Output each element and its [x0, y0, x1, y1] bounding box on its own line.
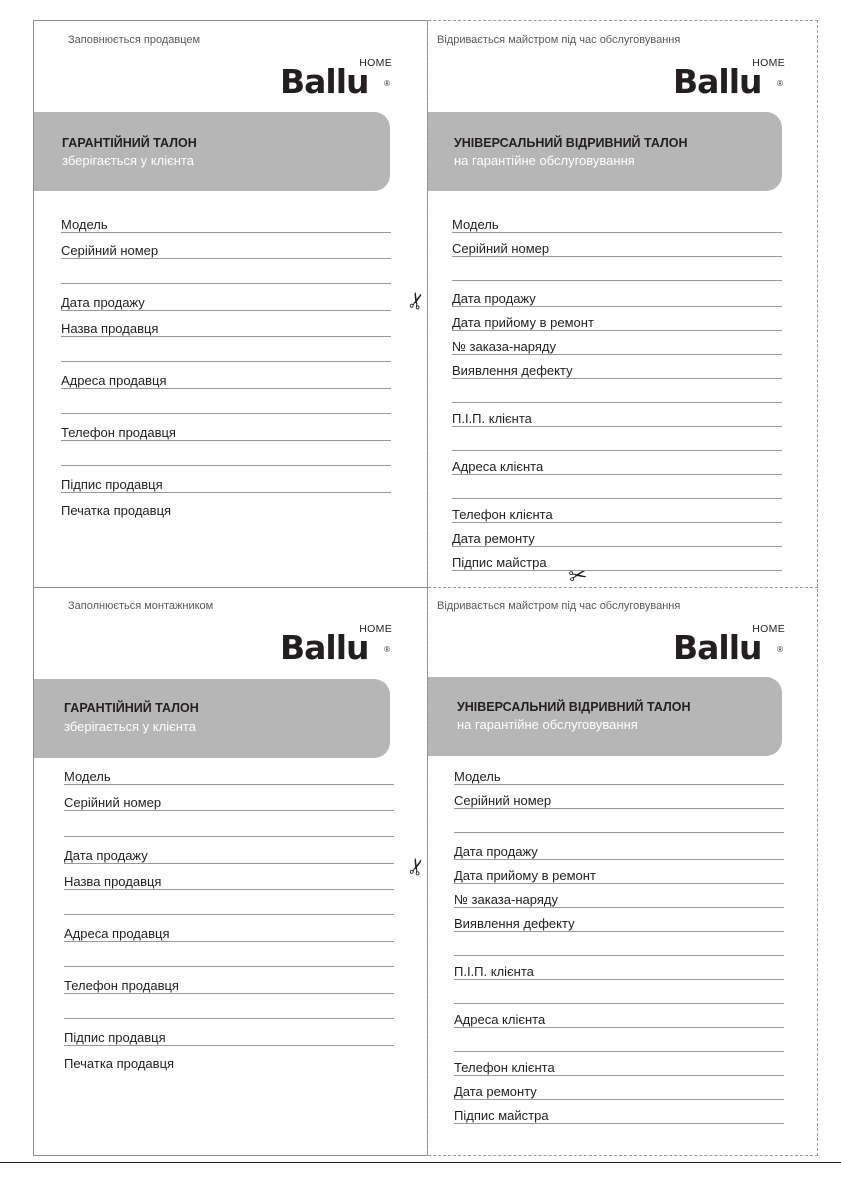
fill-line[interactable] [64, 810, 394, 811]
logo-sub: HOME [752, 57, 785, 69]
field-label: Серійний номер [452, 241, 552, 256]
field-seller-address[interactable] [61, 372, 391, 390]
field-seller-stamp [64, 1055, 394, 1073]
field-model[interactable] [454, 768, 784, 786]
fill-line[interactable] [454, 859, 784, 860]
field-sale-date[interactable] [64, 847, 394, 865]
field-seller-phone[interactable] [61, 424, 391, 442]
fill-line[interactable] [454, 784, 784, 785]
fill-line[interactable] [452, 474, 782, 475]
card-caption: Заполнюється монтажником [68, 600, 214, 612]
logo-brand: Ballu [673, 628, 762, 667]
fill-line[interactable] [452, 330, 782, 331]
field-seller-name[interactable] [61, 320, 391, 338]
field-label: Телефон клієнта [454, 1060, 558, 1075]
field-work-order[interactable] [452, 338, 782, 356]
right-border [817, 20, 818, 1156]
field-repair-intake-date[interactable] [454, 867, 784, 885]
field-label: Назва продавця [61, 321, 161, 336]
field-seller-address[interactable] [64, 925, 394, 943]
field-master-signature[interactable] [452, 554, 782, 572]
field-defect[interactable] [454, 915, 784, 933]
field-sale-date[interactable] [61, 294, 391, 312]
field-label: Підпис майстра [454, 1108, 552, 1123]
field-client-name[interactable] [454, 963, 784, 981]
blank-line[interactable] [452, 498, 782, 499]
ballu-logo [673, 57, 785, 102]
logo-sub: HOME [752, 623, 785, 635]
field-serial[interactable] [64, 794, 394, 812]
fill-line[interactable] [452, 522, 782, 523]
logo-brand: Ballu [673, 62, 762, 101]
blank-line[interactable] [454, 832, 784, 833]
field-label: Виявлення дефекту [452, 363, 576, 378]
field-serial[interactable] [61, 242, 391, 260]
field-label: Печатка продавця [64, 1056, 177, 1071]
field-work-order[interactable] [454, 891, 784, 909]
fill-line[interactable] [452, 426, 782, 427]
field-label: Підпис майстра [452, 555, 550, 570]
card-title: УНІВЕРСАЛЬНИЙ ВІДРИВНИЙ ТАЛОН [457, 700, 691, 714]
blank-line[interactable] [61, 465, 391, 466]
field-repair-date[interactable] [454, 1083, 784, 1101]
logo-reg: ® [777, 645, 783, 654]
fill-line[interactable] [61, 310, 391, 311]
fill-line[interactable] [61, 440, 391, 441]
ballu-logo [280, 57, 392, 102]
field-sale-date[interactable] [454, 843, 784, 861]
field-label: Виявлення дефекту [454, 916, 578, 931]
card-banner [428, 112, 782, 191]
fill-line[interactable] [452, 306, 782, 307]
top-right-border [428, 20, 818, 21]
fill-line[interactable] [454, 1123, 784, 1124]
field-label: Дата продажу [452, 291, 539, 306]
fill-line[interactable] [452, 378, 782, 379]
blank-line[interactable] [61, 283, 391, 284]
field-label: Телефон продавця [61, 425, 179, 440]
blank-line[interactable] [452, 280, 782, 281]
field-label: № заказа-наряду [452, 339, 559, 354]
field-label: Адреса клієнта [452, 459, 546, 474]
field-label: Серійний номер [61, 243, 161, 258]
field-label: Модель [61, 217, 111, 232]
field-label: Дата прийому в ремонт [454, 868, 599, 883]
card-subtitle: на гарантійне обслуговування [457, 717, 638, 732]
card-caption: Відривається майстром під час обслуговування [437, 600, 681, 612]
middle-divider-right [428, 587, 818, 588]
fill-line[interactable] [64, 784, 394, 785]
field-model[interactable] [61, 216, 391, 234]
logo-sub: HOME [359, 623, 392, 635]
blank-line[interactable] [64, 914, 394, 915]
card-banner [428, 677, 782, 756]
fill-line[interactable] [454, 1075, 784, 1076]
field-label: Печатка продавця [61, 503, 174, 518]
fill-line[interactable] [454, 1099, 784, 1100]
fill-line[interactable] [61, 336, 391, 337]
card-caption: Відривається майстром під час обслуговування [437, 34, 681, 46]
field-label: Модель [64, 769, 114, 784]
blank-line[interactable] [61, 361, 391, 362]
card-title: ГАРАНТІЙНИЙ ТАЛОН [62, 136, 197, 150]
blank-line[interactable] [64, 966, 394, 967]
page-footer-rule [0, 1162, 841, 1163]
field-label: № заказа-наряду [454, 892, 561, 907]
field-model[interactable] [452, 216, 782, 234]
field-client-phone[interactable] [454, 1059, 784, 1077]
logo-brand: Ballu [280, 62, 369, 101]
fill-line[interactable] [64, 941, 394, 942]
fill-line[interactable] [452, 546, 782, 547]
fill-line[interactable] [452, 232, 782, 233]
blank-line[interactable] [454, 1051, 784, 1052]
field-model[interactable] [64, 768, 394, 786]
fill-line[interactable] [452, 256, 782, 257]
fill-line[interactable] [64, 993, 394, 994]
card-caption: Заповнюється продавцем [68, 34, 201, 46]
field-repair-date[interactable] [452, 530, 782, 548]
scissors-icon: ✂ [403, 288, 433, 314]
fill-line[interactable] [61, 258, 391, 259]
field-label: Назва продавця [64, 874, 164, 889]
field-label: П.І.П. клієнта [452, 411, 535, 426]
field-label: П.І.П. клієнта [454, 964, 537, 979]
logo-reg: ® [384, 645, 390, 654]
blank-line[interactable] [64, 1018, 394, 1019]
fill-line[interactable] [454, 979, 784, 980]
blank-line[interactable] [454, 955, 784, 956]
field-label: Телефон продавця [64, 978, 182, 993]
card-title: ГАРАНТІЙНИЙ ТАЛОН [64, 701, 199, 715]
field-label: Підпис продавця [64, 1030, 169, 1045]
field-label: Серійний номер [64, 795, 164, 810]
fill-line[interactable] [64, 863, 394, 864]
fill-line[interactable] [454, 883, 784, 884]
scissors-icon: ✂ [566, 562, 590, 591]
card-subtitle: зберігається у клієнта [64, 719, 196, 734]
field-seller-phone[interactable] [64, 977, 394, 995]
field-client-address[interactable] [454, 1011, 784, 1029]
fill-line[interactable] [454, 1027, 784, 1028]
fill-line[interactable] [61, 492, 391, 493]
field-label: Дата продажу [454, 844, 541, 859]
ballu-logo [280, 623, 392, 668]
card-subtitle: зберігається у клієнта [62, 153, 194, 168]
card-banner [34, 112, 390, 191]
field-sale-date[interactable] [452, 290, 782, 308]
blank-line[interactable] [61, 413, 391, 414]
fill-line[interactable] [61, 388, 391, 389]
field-repair-intake-date[interactable] [452, 314, 782, 332]
field-client-address[interactable] [452, 458, 782, 476]
fill-line[interactable] [454, 931, 784, 932]
ballu-logo [673, 623, 785, 668]
fill-line[interactable] [452, 570, 782, 571]
fill-line[interactable] [61, 232, 391, 233]
card-subtitle: на гарантійне обслуговування [454, 153, 635, 168]
blank-line[interactable] [452, 402, 782, 403]
bottom-right-border [428, 1155, 818, 1156]
field-label: Адреса клієнта [454, 1012, 548, 1027]
field-defect[interactable] [452, 362, 782, 380]
field-seller-signature[interactable] [64, 1029, 394, 1047]
field-label: Підпис продавця [61, 477, 166, 492]
field-label: Дата ремонту [454, 1084, 540, 1099]
field-client-phone[interactable] [452, 506, 782, 524]
logo-sub: HOME [359, 57, 392, 69]
fill-line[interactable] [64, 1045, 394, 1046]
card-title: УНІВЕРСАЛЬНИЙ ВІДРИВНИЙ ТАЛОН [454, 136, 688, 150]
field-seller-signature[interactable] [61, 476, 391, 494]
scissors-icon: ✂ [403, 854, 433, 880]
field-label: Модель [454, 769, 504, 784]
field-label: Модель [452, 217, 502, 232]
card-banner [34, 679, 390, 758]
blank-line[interactable] [454, 1003, 784, 1004]
field-seller-name[interactable] [64, 873, 394, 891]
logo-brand: Ballu [280, 628, 369, 667]
logo-reg: ® [384, 79, 390, 88]
field-serial[interactable] [452, 240, 782, 258]
fill-line[interactable] [454, 808, 784, 809]
field-label: Телефон клієнта [452, 507, 556, 522]
field-label: Адреса продавця [64, 926, 172, 941]
blank-line[interactable] [452, 450, 782, 451]
fill-line[interactable] [452, 354, 782, 355]
field-label: Дата прийому в ремонт [452, 315, 597, 330]
field-seller-stamp [61, 502, 391, 520]
field-label: Дата ремонту [452, 531, 538, 546]
fill-line[interactable] [454, 907, 784, 908]
middle-divider-left [33, 587, 427, 588]
fill-line[interactable] [64, 889, 394, 890]
field-label: Дата продажу [64, 848, 151, 863]
blank-line[interactable] [64, 836, 394, 837]
field-label: Серійний номер [454, 793, 554, 808]
field-client-name[interactable] [452, 410, 782, 428]
field-serial[interactable] [454, 792, 784, 810]
field-label: Дата продажу [61, 295, 148, 310]
field-master-signature[interactable] [454, 1107, 784, 1125]
field-label: Адреса продавця [61, 373, 169, 388]
logo-reg: ® [777, 79, 783, 88]
